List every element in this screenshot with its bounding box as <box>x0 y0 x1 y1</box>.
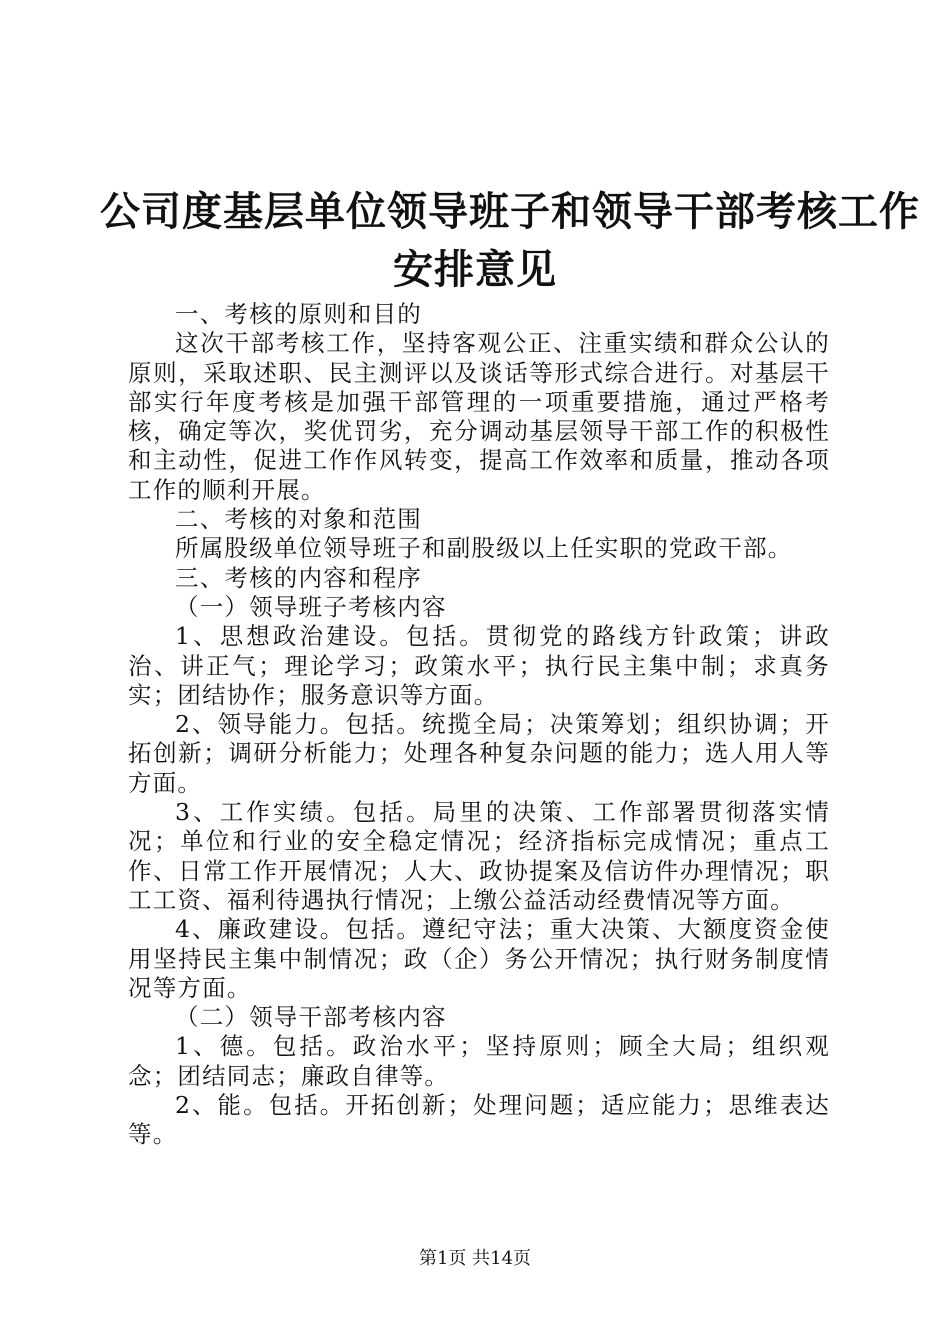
section-heading: 一、考核的原则和目的 <box>175 300 422 328</box>
section-heading: 三、考核的内容和程序 <box>175 563 422 592</box>
list-item: 1、思想政治建设。包括。贯彻党的路线方针政策；讲政治、讲正气；理论学习；政策水平；执行民主集中制；求真务实；团结协作；服务意识等方面。 <box>128 622 830 709</box>
document-title-line-2: 安排意见 <box>393 246 557 293</box>
subsection-heading: （二）领导干部考核内容 <box>175 1003 447 1032</box>
list-item: 3、工作实绩。包括。局里的决策、工作部署贯彻落实情况；单位和行业的安全稳定情况；经济指标完成情况；重点工作、日常工作开展情况；人大、政协提案及信访件办理情况；职工工资、福利待遇执行情况；上缴公益活动经费情况等方面。 <box>128 798 830 914</box>
page-number-footer: 第1页 共14页 <box>418 1248 532 1269</box>
document-body <box>128 300 830 1150</box>
list-item: 2、能。包括。开拓创新；处理问题；适应能力；思维表达等。 <box>128 1091 830 1149</box>
body-paragraph: 所属股级单位领导班子和副股级以上任实职的党政干部。 <box>175 534 793 563</box>
document-title-line-1: 公司度基层单位领导班子和领导干部考核工作 <box>100 188 920 235</box>
subsection-heading: （一）领导班子考核内容 <box>175 592 447 621</box>
list-item: 1、德。包括。政治水平；坚持原则；顾全大局；组织观念；团结同志；廉政自律等。 <box>128 1032 830 1090</box>
list-item: 2、领导能力。包括。统揽全局；决策筹划；组织协调；开拓创新；调研分析能力；处理各种复杂问题的能力；选人用人等方面。 <box>128 710 830 797</box>
section-heading: 二、考核的对象和范围 <box>175 505 422 534</box>
list-item: 4、廉政建设。包括。遵纪守法；重大决策、大额度资金使用坚持民主集中制情况；政（企）务公开情况；执行财务制度情况等方面。 <box>128 915 830 1002</box>
body-paragraph: 这次干部考核工作，坚持客观公正、注重实绩和群众公认的原则，采取述职、民主测评以及谈话等形式综合进行。对基层干部实行年度考核是加强干部管理的一项重要措施，通过严格考核，确定等次，奖优罚劣，充分调动基层领导干部工作的积极性和主动性，促进工作作风转变，提高工作效率和质量，推动各项工作的顺利开展。 <box>128 329 830 504</box>
